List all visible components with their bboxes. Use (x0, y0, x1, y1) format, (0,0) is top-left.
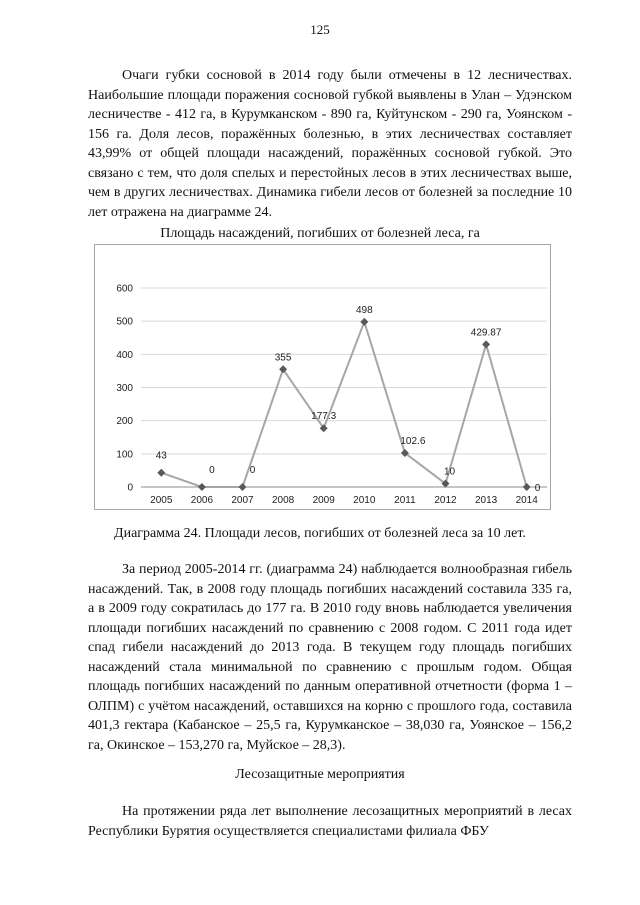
x-tick-label: 2012 (434, 495, 457, 506)
data-label: 498 (355, 304, 373, 316)
x-tick-label: 2007 (231, 495, 254, 506)
data-point (523, 483, 531, 491)
data-point (482, 340, 490, 348)
data-label: 0 (209, 465, 215, 476)
paragraph-sosnovaya-gubka: Очаги губки сосновой в 2014 году были отмечены в 12 лесничествах. Наибольшие площади поражения сосновой губкой выявлены в Улан – Удэнском лесничестве - 412 га, в Курумканском - 890 га, Куйтунском - 290 га, Уоянском - 156 га. Доля лесов, поражённых болезнью, в этих лесничествах составляет 43,99% от общей площади насаждений, поражённых сосновой губкой. Это связано с тем, что доля спелых и перестойных лесов в этих лесничествах выше, чем в других лесничествах. Динамика гибели лесов от болезней за последние 10 лет отражена на диаграмме 24. (88, 68, 572, 220)
y-tick-label: 300 (116, 383, 133, 394)
x-tick-label: 2006 (190, 495, 214, 506)
chart-frame (94, 244, 551, 510)
chart-title: Площадь насаждений, погибших от болезней леса, га (160, 226, 480, 241)
x-tick-label: 2009 (312, 495, 335, 506)
data-label: 102.6 (400, 435, 426, 447)
data-point (360, 318, 368, 326)
section-heading: Лесозащитные мероприятия (235, 767, 405, 782)
y-tick-label: 500 (116, 316, 133, 328)
data-point (198, 483, 206, 491)
data-point (157, 469, 165, 477)
x-tick-label: 2005 (150, 495, 173, 506)
paragraph-period-analysis: За период 2005-2014 гг. (диаграмма 24) наблюдается волнообразная гибель насаждений. Так, в 2008 году площадь погибших насаждений составила 335 га, а в 2009 году сократилась до 177 га. В 2010 году вновь наблюдается увеличения площади погибших насаждений по сравнению с 2008 годом. С 2011 года идет спад гибели насаждений до 2013 года. В текущем году площадь погибших насаждений стала минимальной по сравнению с прошлым годом. Общая площадь погибших насаждений по данным оперативной отчетности (форма 1 – ОЛПМ) с учётом насаждений, оставшихся на корню с прошлого года, составила 401,3 гектара (Кабанское – 25,5 га, Курумканское – 38,030 га, Уоянское – 156,2 га, Окинское – 153,270 га, Муйское – 28,3). (88, 562, 572, 753)
page-number: 125 (310, 22, 330, 37)
y-tick-label: 200 (116, 416, 133, 428)
x-tick-label: 2011 (394, 495, 416, 506)
paragraph-lesozashchita: На протяжении ряда лет выполнение лесозащитных мероприятий в лесах Республики Бурятия осуществляется специалистами филиала ФБУ (88, 804, 572, 839)
data-label: 429.87 (470, 327, 502, 339)
line-chart (95, 245, 552, 511)
data-label: 10 (443, 466, 456, 478)
data-label: 177.3 (311, 411, 337, 423)
x-tick-label: 2014 (515, 495, 538, 506)
x-tick-label: 2013 (474, 495, 498, 506)
data-label: 43 (155, 450, 167, 462)
y-tick-label: 0 (127, 482, 133, 494)
data-label: 0 (249, 465, 256, 476)
y-tick-label: 100 (116, 449, 133, 461)
y-tick-label: 400 (116, 349, 133, 361)
data-label: 355 (274, 352, 292, 364)
chart-caption: Диаграмма 24. Площади лесов, погибших от болезней леса за 10 лет. (114, 526, 526, 541)
x-tick-label: 2008 (271, 495, 295, 506)
data-point (239, 483, 247, 491)
series-line (161, 322, 526, 487)
y-tick-label: 600 (116, 283, 133, 295)
data-label: 0 (534, 483, 541, 494)
x-tick-label: 2010 (353, 495, 376, 506)
